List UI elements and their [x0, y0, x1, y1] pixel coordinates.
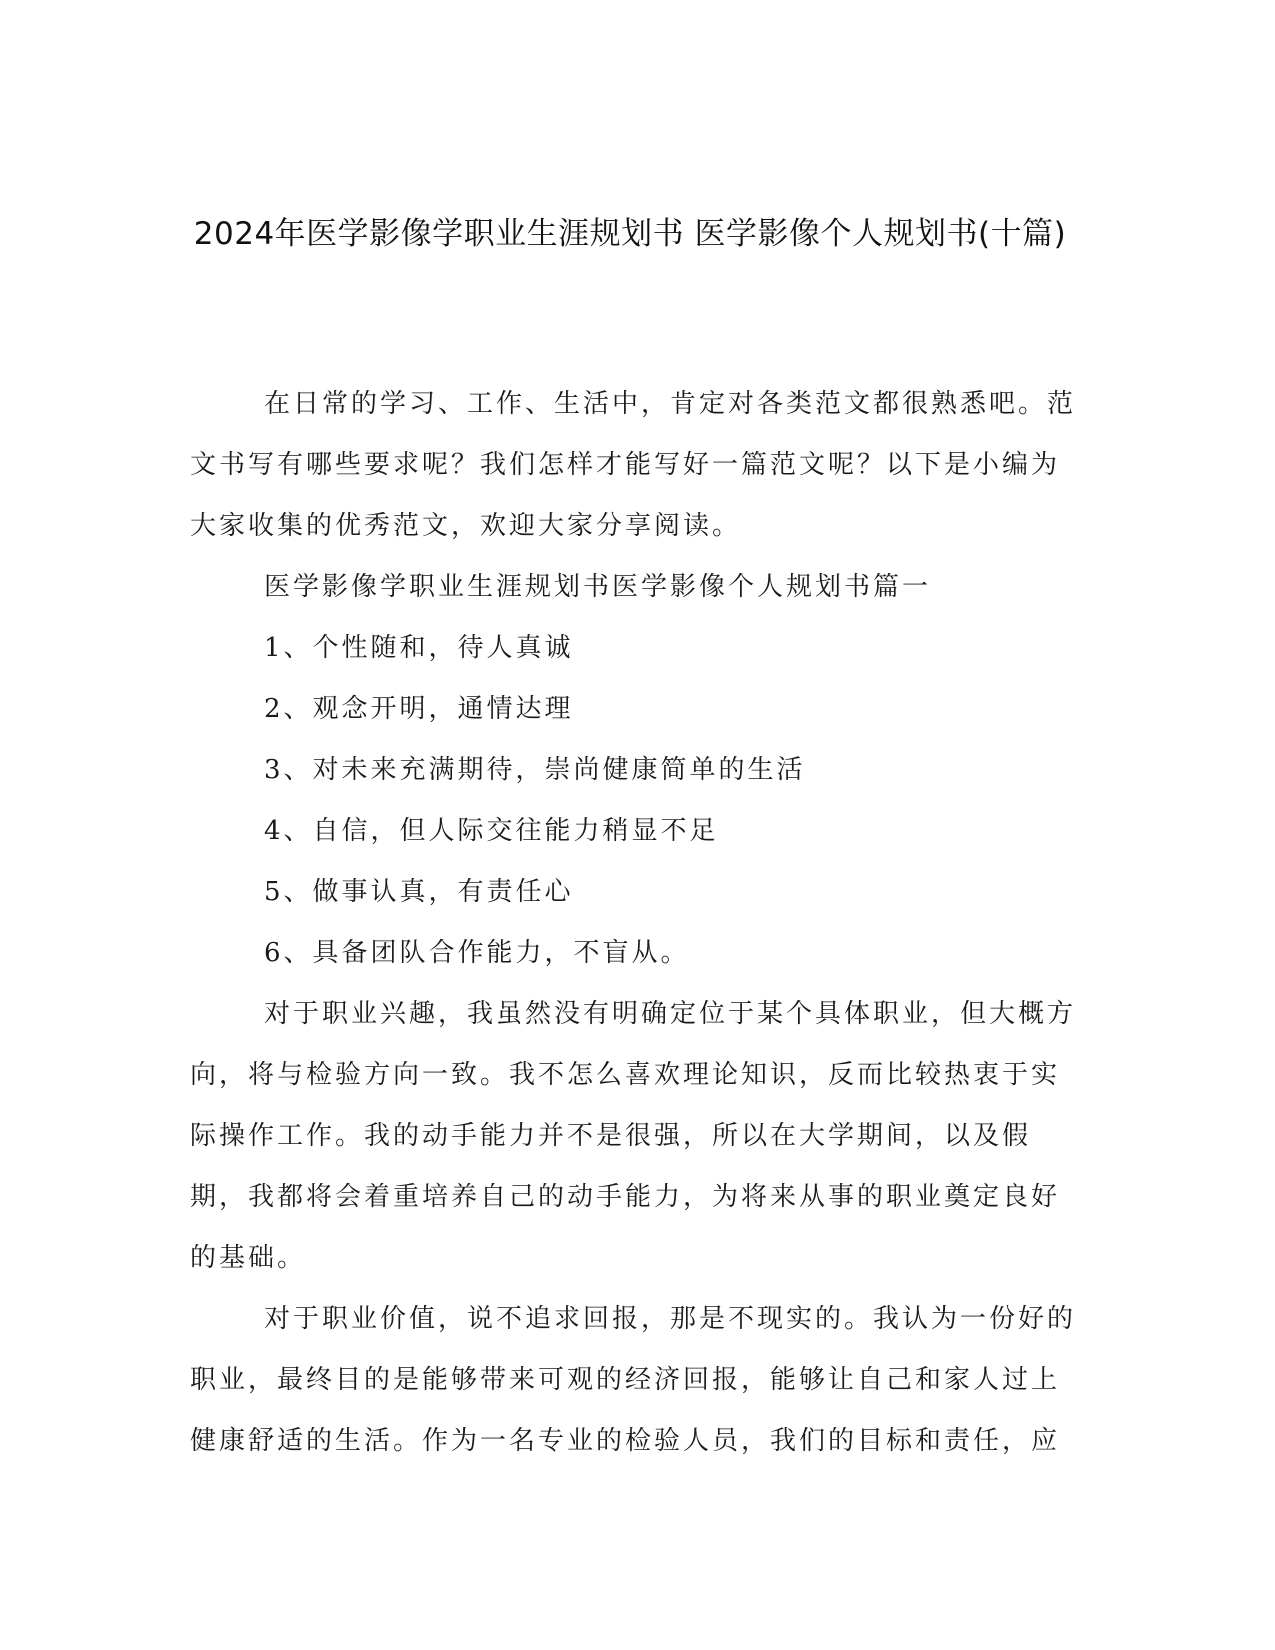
document-body [190, 374, 1080, 1472]
list-item: 6、具备团队合作能力，不盲从。 [264, 938, 690, 968]
list-item: 5、做事认真，有责任心 [264, 877, 574, 907]
list-item: 1、个性随和，待人真诚 [264, 633, 574, 663]
list-item: 3、对未来充满期待，崇尚健康简单的生活 [264, 755, 806, 785]
section-heading: 医学影像学职业生涯规划书医学影像个人规划书篇一 [264, 572, 932, 602]
body-paragraph: 对于职业兴趣，我虽然没有明确定位于某个具体职业，但大概方向，将与检验方向一致。我不怎么喜欢理论知识，反而比较热衷于实际操作工作。我的动手能力并不是很强，所以在大学期间，以及假期，我都将会着重培养自己的动手能力，为将来从事的职业奠定良好的基础。 [190, 999, 1077, 1273]
list-item: 2、观念开明，通情达理 [264, 694, 574, 724]
list-item: 4、自信，但人际交往能力稍显不足 [264, 816, 719, 846]
intro-paragraph: 在日常的学习、工作、生活中，肯定对各类范文都很熟悉吧。范文书写有哪些要求呢？我们怎样才能写好一篇范文呢？以下是小编为大家收集的优秀范文，欢迎大家分享阅读。 [190, 389, 1077, 541]
body-paragraph: 对于职业价值，说不追求回报，那是不现实的。我认为一份好的职业，最终目的是能够带来可观的经济回报，能够让自己和家人过上健康舒适的生活。作为一名专业的检验人员，我们的目标和责任，应 [190, 1304, 1077, 1456]
document-title: 2024年医学影像学职业生涯规划书 医学影像个人规划书(十篇) [193, 216, 1067, 252]
